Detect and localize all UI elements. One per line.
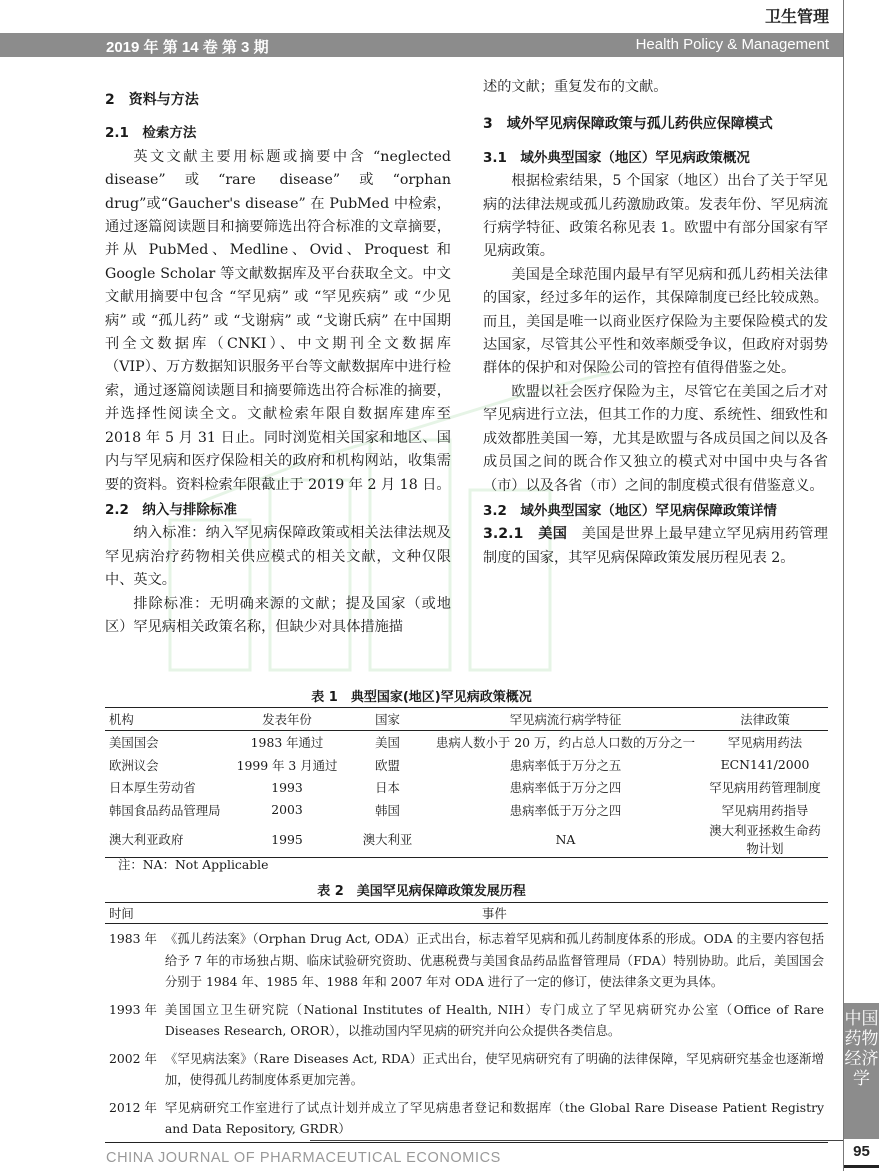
- table-cell: 美国国会: [109, 735, 159, 751]
- table1-title: 表 1 典型国家(地区)罕见病政策概况: [311, 690, 532, 705]
- paragraph-3-2-1: [483, 523, 828, 570]
- table-cell: 美国: [375, 735, 400, 751]
- paragraph-search-method: 英文文献主要用标题或摘要中含 “neglected disease”或“rare disease”或“orphan drug”或“Gaucher's disease” 在 PubMed 中检索，通过逐篇阅读题目和摘要筛选出符合标准的文章摘要，并从 PubMed、Medline、Ovid、Proquest 和 Google Scholar 等文献数据库及平台获取全文。中文文献用摘要中包含 “罕见病” 或 “罕见疾病” 或 “少见病” 或 “孤儿药” 或 “戈谢病” 或 “戈谢氏病” 在中国期刊全文数据库（CNKI）、中文期刊全文数据库（VIP）、万方数据知识服务平台等文献数据库中进行检索，通过逐篇阅读题目和摘要筛选出符合标准的摘要，并选择性阅读全文。文献检索年限自数据库建库至 2018 年 5 月 31 日止。同时浏览相关国家和地区、国内与罕见病和医疗保险相关的政府和机构网站，收集需要的资料。资料检索年限截止于 2019 年 2 月 18 日。: [105, 148, 451, 493]
- table1-header-cell: 法律政策: [702, 708, 828, 731]
- page-number: 95: [844, 1143, 879, 1168]
- table1-header-row: [105, 708, 828, 731]
- table-cell: 日本: [375, 780, 400, 796]
- table-cell-event: 《孤儿药法案》（Orphan Drug Act, ODA）正式出台，标志着罕见病和孤儿药制度体系的形成。ODA 的主要内容包括给予 7 年的市场独占期、临床试验研究资助、优惠税费与美国食品药品监督管理局（FDA）特别协助。此后，美国国会分别于 1984 年、1985 年、1988 年和 2007 年对 ODA 进行了一定的修订，使法律条文更为具体。: [164, 931, 824, 989]
- paragraph-3-2-1-text: 美国是世界上最早建立罕见病用药管理制度的国家，其罕见病保障政策发展历程见表 2。: [483, 526, 828, 566]
- table-row: [105, 754, 828, 777]
- table1-header-cell: 机构: [105, 708, 228, 731]
- table-row: [105, 1044, 828, 1093]
- table-cell-event: 美国国立卫生研究院（National Institutes of Health, NIH）专门成立了罕见病研究办公室（Office of Rare Diseases Research, OROR），以推动国内罕见病的研究并向公众提供各类信息。: [164, 1001, 824, 1038]
- table-cell: 1999 年 3 月通过: [236, 757, 338, 773]
- margin-divider: [843, 0, 844, 1171]
- running-header: [0, 33, 843, 57]
- table1-note: 注：NA：Not Applicable: [118, 857, 269, 872]
- table2-header-cell: 事件: [161, 903, 828, 924]
- table1-header-cell: 罕见病流行病学特征: [429, 708, 702, 731]
- table-cell-year: 2002 年: [109, 1050, 157, 1066]
- journal-section-title: 卫生管理: [764, 7, 829, 26]
- subsubsection-heading-3-2-1: 3.2.1 美国: [483, 526, 568, 543]
- table-cell-year: 1993 年: [109, 1001, 157, 1017]
- paragraph-continued: 述的文献；重复发布的文献。: [483, 79, 668, 95]
- table-cell: 1993: [271, 779, 303, 795]
- table-cell: 1995: [271, 831, 303, 847]
- section-heading-3: 3 域外罕见病保障政策与孤儿药供应保障模式: [483, 116, 773, 133]
- table-cell: 患病人数小于 20 万，约占总人口数的万分之一: [435, 735, 696, 751]
- table-row: [105, 1093, 828, 1143]
- table-cell: 澳大利亚: [362, 832, 413, 847]
- table-cell: 澳大利亚拯救生命药物计划: [709, 823, 821, 856]
- table-row: [105, 995, 828, 1044]
- table-cell-year: 2012 年: [109, 1099, 157, 1115]
- paragraph-usa: 美国是全球范围内最早有罕见病和孤儿药相关法律的国家，经过多年的运作，其保障制度已经比较成熟。而且，美国是唯一以商业医疗保险为主要保险模式的发达国家，尽管其公平性和效率颇受争议，但政府对弱势群体的保护和对保险公司的管控有值得借鉴之处。: [483, 266, 828, 377]
- english-section-title: Health Policy & Management: [635, 36, 829, 53]
- table2-header-row: [105, 903, 828, 924]
- table-row: [105, 776, 828, 799]
- table1-header-cell: 国家: [346, 708, 429, 731]
- table2-title: 表 2 美国罕见病保障政策发展历程: [317, 884, 526, 899]
- table-cell-event: 《罕见病法案》（Rare Diseases Act, RDA）正式出台，使罕见病研究有了明确的法律保障，罕见病研究基金也逐渐增加，使得孤儿药制度体系更加完善。: [164, 1050, 824, 1087]
- subsection-heading-2-1: 2.1 检索方法: [105, 125, 197, 142]
- table-cell: 2003: [271, 802, 303, 818]
- table-cell: 澳大利亚政府: [109, 832, 184, 847]
- table-row: [105, 924, 828, 995]
- paragraph-inclusion: 纳入标准：纳入罕见病保障政策或相关法律法规及罕见病治疗药物相关供应模式的相关文献，文种仅限中、英文。: [105, 525, 451, 589]
- table1-header-cell: 发表年份: [228, 708, 346, 731]
- table-cell: 患病率低于万分之四: [509, 802, 622, 818]
- table-cell: NA: [555, 831, 576, 847]
- table-row: [105, 799, 828, 822]
- right-column: [483, 76, 828, 570]
- table-cell: 韩国: [375, 802, 400, 818]
- table-cell: 罕见病用药管理制度: [709, 780, 821, 796]
- table-cell: 欧盟: [375, 757, 400, 773]
- table2: [105, 902, 828, 1143]
- paragraph-overview: 根据检索结果，5 个国家（地区）出台了关于罕见病的法律法规或孤儿药激励政策。发表年份、罕见病流行病学特征、政策名称见表 1。欧盟中有部分国家有罕见病政策。: [483, 173, 828, 260]
- side-tab-journal-name: 中国药物经济学: [844, 1003, 879, 1139]
- table-cell: 韩国食品药品管理局: [109, 802, 221, 818]
- journal-english-name: CHINA JOURNAL OF PHARMACEUTICAL ECONOMICS: [106, 1150, 501, 1166]
- table-row: [105, 821, 828, 858]
- table-cell: 日本厚生劳动省: [109, 780, 196, 796]
- table-cell: 欧洲议会: [109, 757, 159, 773]
- subsection-heading-2-2: 2.2 纳入与排除标准: [105, 501, 237, 518]
- table-cell-year: 1983 年: [109, 931, 157, 946]
- table-cell: 罕见病用药法: [727, 735, 803, 751]
- paragraph-eu: 欧盟以社会医疗保险为主，尽管它在美国之后才对罕见病进行立法，但其工作的力度、系统性、细致性和成效都胜美国一筹，尤其是欧盟与各成员国之间以及各成员国之间的既合作又独立的模式对中国中央与各省（市）以及各省（市）之间的制度模式很有借鉴意义。: [483, 383, 828, 494]
- left-column: [105, 85, 451, 639]
- paragraph-exclusion: 排除标准：无明确来源的文献；提及国家（或地区）罕见病相关政策名称，但缺少对具体措施描: [105, 595, 451, 635]
- subsection-heading-3-2: 3.2 域外典型国家（地区）罕见病保障政策详情: [483, 502, 777, 519]
- table-cell-event: 罕见病研究工作室进行了试点计划并成立了罕见病患者登记和数据库（the Global Rare Disease Patient Registry and Data Repository, GRDR）: [164, 1099, 824, 1136]
- table-cell: 患病率低于万分之四: [509, 780, 622, 796]
- table-cell: ECN141/2000: [720, 757, 810, 773]
- footer-rule: [310, 1140, 843, 1141]
- table-cell: 罕见病用药指导: [721, 802, 809, 818]
- issue-info: 2019 年 第 14 卷 第 3 期: [106, 39, 269, 56]
- table1: [105, 707, 828, 858]
- subsection-heading-3-1: 3.1 域外典型国家（地区）罕见病政策概况: [483, 149, 750, 166]
- section-heading-2: 2 资料与方法: [105, 92, 199, 108]
- table-cell: 1983 年通过: [250, 735, 324, 751]
- table-row: [105, 731, 828, 754]
- table2-header-cell: 时间: [105, 903, 161, 924]
- table-cell: 患病率低于万分之五: [509, 757, 622, 773]
